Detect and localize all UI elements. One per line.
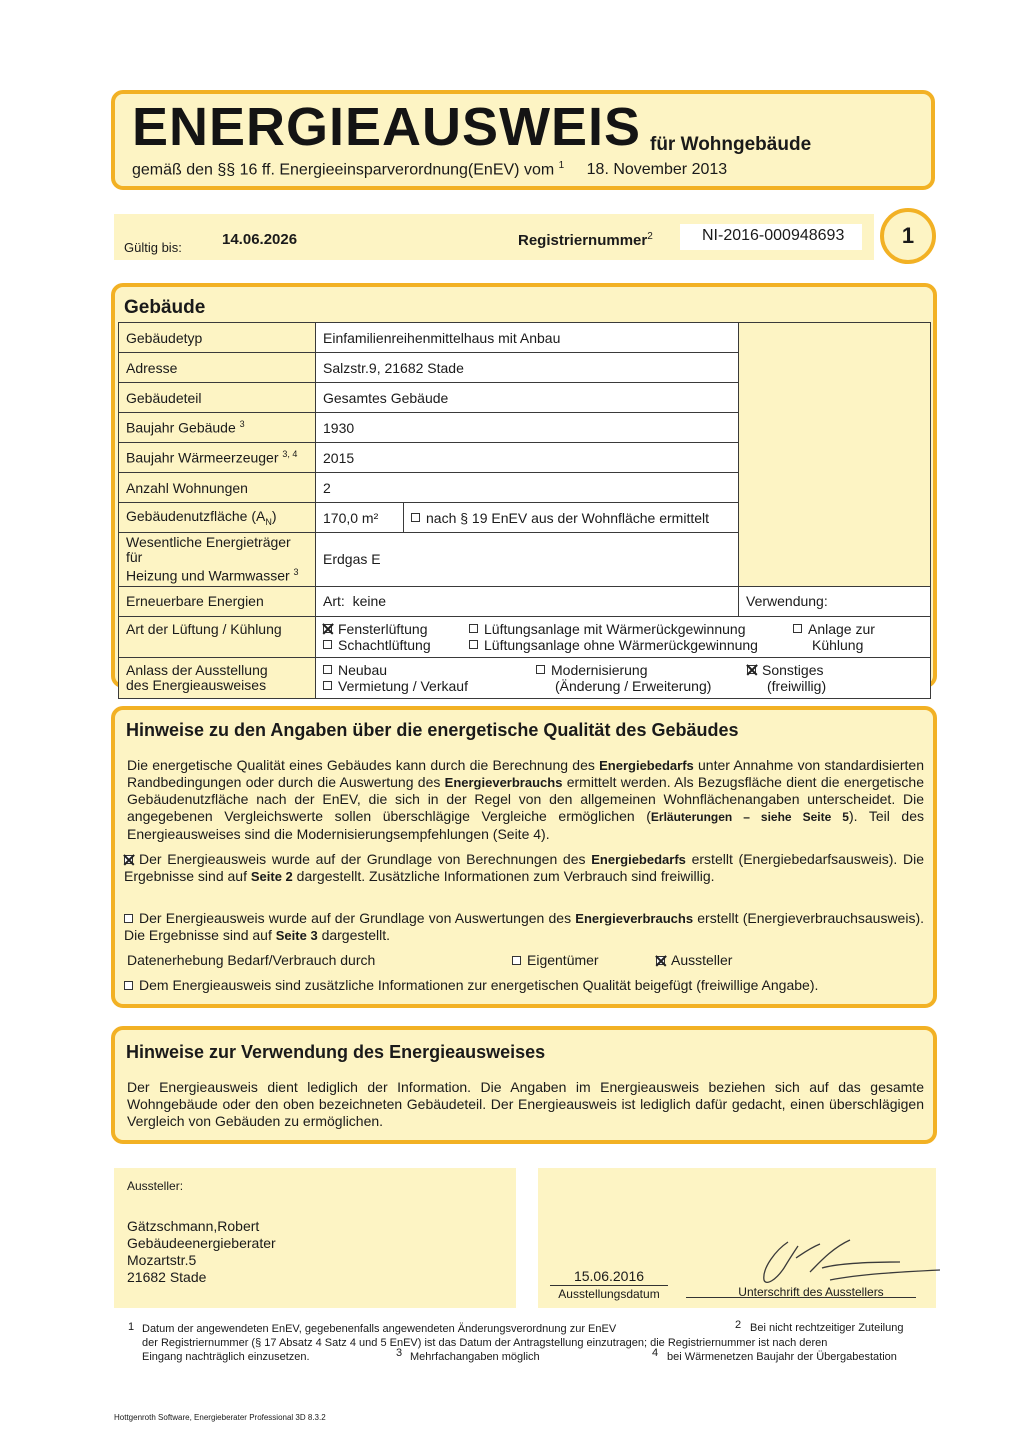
construction-year-label	[119, 413, 316, 443]
quality-p2-d: Seite 2	[250, 869, 293, 884]
document-title: ENERGIEAUSWEIS	[132, 97, 642, 157]
ventilation-options	[316, 616, 931, 657]
quality-p1-a: Die energetische Qualität eines Gebäudes kann durch die Berechnung des	[127, 757, 600, 773]
building-part-label: Gebäudeteil	[119, 383, 316, 413]
reason-new-building-checkbox[interactable]	[323, 665, 332, 674]
reason-new-building[interactable]	[323, 662, 387, 678]
ventilation-with-recovery[interactable]	[469, 621, 745, 637]
issuance-reason-label	[119, 657, 316, 698]
regulation-text: gemäß den §§ 16 ff. Energieeinsparverordnung(EnEV) vom	[132, 161, 555, 179]
ventilation-window-text: Fensterlüftung	[338, 620, 428, 637]
consumption-certificate-checkbox[interactable]	[124, 914, 133, 923]
ventilation-shaft[interactable]	[323, 637, 431, 653]
building-type-subtitle: für Wohngebäude	[650, 134, 812, 155]
data-collection-owner[interactable]	[512, 952, 599, 969]
data-collection-label: Datenerhebung Bedarf/Verbrauch durch	[127, 952, 376, 968]
additional-info-text: Dem Energieausweis sind zusätzliche Informationen zur energetischen Qualität beigefügt (freiwillige Angabe).	[139, 977, 819, 993]
usable-area-option-text: nach § 19 EnEV aus der Wohnfläche ermittelt	[426, 509, 710, 526]
ventilation-with-recovery-checkbox[interactable]	[469, 624, 478, 633]
construction-year-value: 1930	[316, 413, 739, 443]
ventilation-without-recovery-checkbox[interactable]	[469, 640, 478, 649]
reason-other[interactable]	[747, 662, 823, 678]
issue-date: 15.06.2016	[573, 1268, 645, 1284]
usable-area-label	[119, 503, 316, 533]
quality-p2-e: dargestellt. Zusätzliche Informationen zum Verbrauch sind freiwillig.	[292, 868, 715, 884]
footnote-2-c: Eingang nachträglich einzusetzen.	[142, 1351, 310, 1363]
data-collection-owner-text: Eigentümer	[527, 952, 599, 968]
quality-p3-d: Seite 3	[275, 928, 318, 943]
quality-p1-c: unter Annahme von standardisierten Randbedingungen oder durch die Auswertung des	[127, 757, 925, 790]
footnote-2-sup: 2	[735, 1319, 742, 1331]
ventilation-with-recovery-text: Lüftungsanlage mit Wärmerückgewinnung	[484, 620, 746, 637]
footnote-1-sup: 1	[128, 1321, 135, 1333]
usable-area-checkbox[interactable]	[411, 513, 420, 522]
renewables-type-value: keine	[352, 593, 387, 610]
registration-number: NI-2016-000948693	[680, 224, 862, 250]
data-collection-issuer[interactable]	[656, 952, 732, 969]
issue-date-line	[550, 1285, 668, 1286]
footnote-3: Mehrfachangaben möglich	[410, 1351, 540, 1363]
page-number-badge: 1	[880, 208, 936, 264]
valid-until-date: 14.06.2026	[222, 231, 298, 248]
heater-year-label-text: Baujahr Wärmeerzeuger	[126, 449, 279, 466]
registration-sup: 2	[647, 231, 653, 242]
table-row	[119, 586, 931, 616]
issuer-city: 21682 Stade	[127, 1269, 207, 1285]
ventilation-window-checkbox[interactable]	[323, 624, 332, 633]
usable-area-label-text: Gebäudenutzfläche (A	[126, 508, 266, 525]
building-heading: Gebäude	[124, 297, 206, 318]
table-row	[119, 616, 931, 657]
construction-year-label-text: Baujahr Gebäude	[126, 419, 236, 436]
cooling-system-text-b: Kühlung	[812, 636, 864, 653]
quality-p1-b: Energiebedarfs	[599, 758, 694, 773]
reason-rent-sale-checkbox[interactable]	[323, 681, 332, 690]
quality-p2-a: Der Energieausweis wurde auf der Grundlage von Berechnungen des	[139, 851, 592, 867]
regulation-line	[132, 160, 727, 179]
quality-notes-paragraph	[127, 757, 924, 843]
reason-modernization-checkbox[interactable]	[536, 665, 545, 674]
quality-p2-c: erstellt (Energiebedarfsausweis). Die Ergebnisse sind auf	[124, 851, 925, 884]
usable-area-option	[404, 503, 739, 533]
reason-new-building-text: Neubau	[338, 661, 388, 678]
ventilation-without-recovery[interactable]	[469, 637, 758, 653]
reason-other-text-b: (freiwillig)	[767, 677, 827, 694]
quality-p1-g: ). Teil des Energieausweises sind die Modernisierungsempfehlungen (Seite 4).	[127, 808, 924, 842]
signature-label: Unterschrift des Ausstellers	[738, 1285, 884, 1299]
additional-info-checkbox[interactable]	[124, 981, 133, 990]
energy-carrier-sup: 3	[293, 567, 299, 577]
demand-certificate-option[interactable]	[124, 851, 924, 885]
issuance-reason-label-1: Anlass der Ausstellung	[126, 661, 268, 678]
energy-carrier-label-2: Heizung und Warmwasser	[126, 567, 290, 584]
regulation-date: 18. November 2013	[586, 161, 728, 179]
ventilation-shaft-text: Schachtlüftung	[338, 636, 431, 653]
quality-p1-e: ermittelt werden. Als Bezugsfläche dient die energetische Gebäudenutzfläche nach der EnEV, die sich in der Regel von den allgemeinen Wohnflächenangaben unterscheidet. Die angegebenen Vergleichswerte sollen überschlägige Vergleiche ermöglichen (	[127, 774, 925, 824]
energy-carrier-label-1: Wesentliche Energieträger für	[126, 534, 291, 565]
data-collection-owner-checkbox[interactable]	[512, 956, 521, 965]
quality-p1-d: Energieverbrauchs	[444, 775, 563, 790]
quality-notes-heading: Hinweise zu den Angaben über die energetische Qualität des Gebäudes	[126, 720, 739, 740]
energy-carrier-value: Erdgas E	[316, 533, 739, 587]
issuer-label: Aussteller:	[127, 1179, 184, 1193]
heater-year-value: 2015	[316, 443, 739, 473]
reason-other-checkbox[interactable]	[747, 665, 756, 674]
additional-info-option[interactable]	[124, 977, 818, 994]
reason-modernization-text-b: (Änderung / Erweiterung)	[555, 677, 712, 694]
software-credit: Hottgenroth Software, Energieberater Professional 3D 8.3.2	[114, 1413, 326, 1422]
quality-p2-b: Energiebedarfs	[591, 852, 686, 867]
usable-area-sub: N	[265, 516, 272, 527]
valid-until-label: Gültig bis:	[124, 240, 182, 255]
issuer-title: Gebäudeenergieberater	[127, 1235, 276, 1251]
ventilation-label: Art der Lüftung / Kühlung	[119, 616, 316, 657]
building-part-value: Gesamtes Gebäude	[316, 383, 739, 413]
footnote-2-b: der Registriernummer (§ 17 Absatz 4 Satz 4 und 5 EnEV) ist das Datum der Antragstellung einzutragen; die Registriernummer ist nach deren	[142, 1337, 828, 1349]
energy-carrier-label	[119, 533, 316, 587]
quality-p3-e: dargestellt.	[317, 927, 391, 943]
cooling-system-checkbox[interactable]	[793, 624, 802, 633]
construction-year-sup: 3	[239, 419, 245, 430]
building-photo-area	[739, 323, 931, 587]
registration-label	[518, 231, 653, 249]
renewables-type	[316, 586, 739, 616]
reason-rent-sale-text: Vermietung / Verkauf	[338, 677, 468, 694]
usage-notes-text: Der Energieausweis dient lediglich der Information. Die Angaben im Energieausweis beziehen sich auf das gesamte Wohngebäude oder den oben bezeichneten Gebäudeteil. Der Energieausweis ist lediglich dafür gedacht, einen überschlägigen Vergleich von Gebäuden zu ermöglichen.	[127, 1079, 924, 1129]
address-value: Salzstr.9, 21682 Stade	[316, 353, 739, 383]
footnote-4: bei Wärmenetzen Baujahr der Übergabestation	[667, 1351, 897, 1363]
apartments-label: Anzahl Wohnungen	[119, 473, 316, 503]
reason-other-text-a: Sonstiges	[762, 661, 824, 678]
issuer-name: Gätzschmann,Robert	[127, 1218, 260, 1234]
data-collection-issuer-checkbox[interactable]	[656, 956, 665, 965]
issuance-reason-options	[316, 657, 931, 698]
renewables-usage	[739, 586, 931, 616]
footnote-1: Datum der angewendeten EnEV, gegebenenfalls angewendeten Änderungsverordnung zur EnEV	[142, 1323, 617, 1335]
reason-rent-sale[interactable]	[323, 678, 468, 694]
quality-p1-f: Erläuterungen – siehe Seite 5	[650, 810, 849, 824]
renewables-type-label: Art:	[323, 593, 345, 610]
footnote-4-sup: 4	[652, 1347, 659, 1359]
building-table	[118, 322, 931, 699]
regulation-sup: 1	[558, 160, 565, 171]
cooling-system-text-a: Anlage zur	[808, 620, 875, 637]
building-type-label: Gebäudetyp	[119, 323, 316, 353]
usable-area-value: 170,0 m²	[316, 503, 404, 533]
issuer-street: Mozartstr.5	[127, 1252, 197, 1268]
issuance-reason-label-2: des Energieausweises	[126, 676, 267, 693]
consumption-certificate-option[interactable]	[124, 910, 924, 944]
registration-label-text: Registriernummer	[518, 232, 648, 249]
usable-area-close: )	[271, 508, 277, 525]
reason-modernization-text-a: Modernisierung	[551, 661, 648, 678]
quality-p3-a: Der Energieausweis wurde auf der Grundlage von Auswertungen des	[139, 910, 576, 926]
reason-modernization[interactable]	[536, 662, 648, 678]
issuer-address	[127, 1218, 276, 1286]
heater-year-label	[119, 443, 316, 473]
ventilation-without-recovery-text: Lüftungsanlage ohne Wärmerückgewinnung	[484, 636, 758, 653]
address-label: Adresse	[119, 353, 316, 383]
table-row	[119, 657, 931, 698]
heater-year-sup: 3, 4	[282, 449, 298, 460]
cooling-system[interactable]	[793, 621, 875, 637]
building-type-value: Einfamilienreihenmittelhaus mit Anbau	[316, 323, 739, 353]
ventilation-window[interactable]	[323, 621, 428, 637]
data-collection-issuer-text: Aussteller	[671, 952, 733, 968]
issue-date-label: Ausstellungsdatum	[558, 1287, 660, 1301]
demand-certificate-checkbox[interactable]	[124, 855, 133, 864]
apartments-value: 2	[316, 473, 739, 503]
renewables-label: Erneuerbare Energien	[119, 586, 316, 616]
quality-p3-b: Energieverbrauchs	[575, 911, 694, 926]
quality-p3-c: erstellt (Energieverbrauchsausweis). Die Ergebnisse sind auf	[124, 910, 924, 943]
table-row	[119, 323, 931, 353]
ventilation-shaft-checkbox[interactable]	[323, 640, 332, 649]
footnote-2-a: Bei nicht rechtzeitiger Zuteilung	[750, 1322, 904, 1334]
footnote-3-sup: 3	[396, 1347, 403, 1359]
usage-notes-heading: Hinweise zur Verwendung des Energieausweises	[126, 1042, 546, 1062]
renewables-usage-label: Verwendung:	[746, 593, 828, 610]
